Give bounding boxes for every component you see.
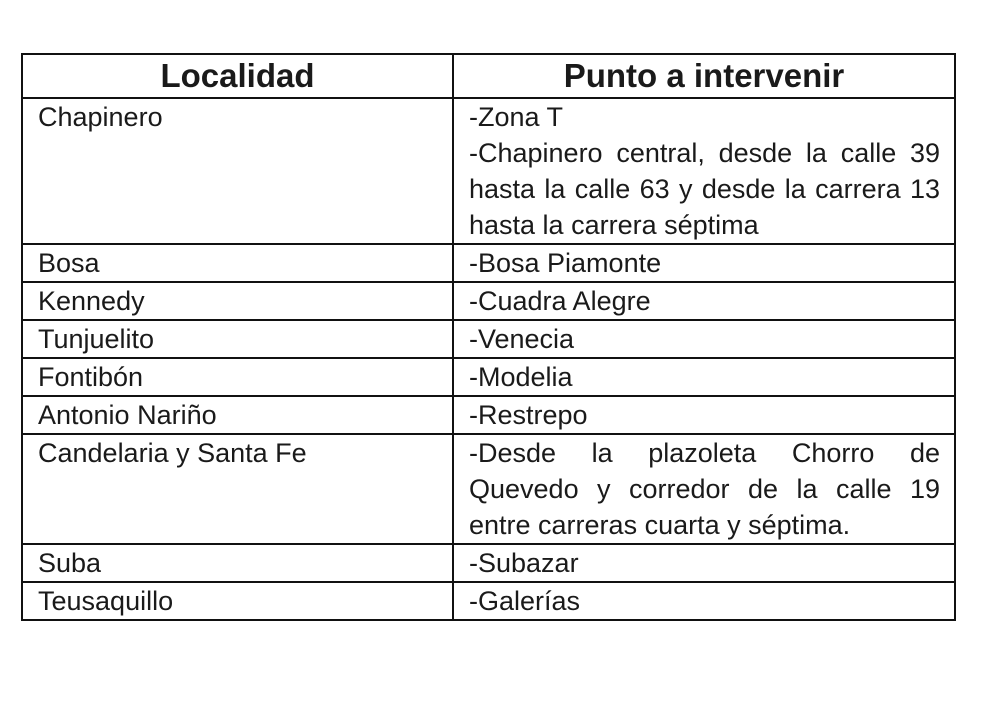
punto-cell: -Bosa Piamonte xyxy=(453,244,955,282)
localidad-cell: Suba xyxy=(22,544,453,582)
localidad-cell: Chapinero xyxy=(22,98,453,244)
punto-cell: -Subazar xyxy=(453,544,955,582)
table-row xyxy=(22,98,955,244)
punto-cell: -Modelia xyxy=(453,358,955,396)
table-row xyxy=(22,434,955,544)
table-row xyxy=(22,244,955,282)
localidad-cell: Kennedy xyxy=(22,282,453,320)
header-localidad: Localidad xyxy=(22,54,453,98)
table-row xyxy=(22,320,955,358)
header-punto-a-intervenir: Punto a intervenir xyxy=(453,54,955,98)
punto-cell: -Restrepo xyxy=(453,396,955,434)
table-row xyxy=(22,582,955,620)
localidad-cell: Tunjuelito xyxy=(22,320,453,358)
localidad-cell: Fontibón xyxy=(22,358,453,396)
punto-item: -Zona T xyxy=(469,102,564,132)
punto-cell: -Galerías xyxy=(453,582,955,620)
localidades-table xyxy=(21,53,956,621)
table-row xyxy=(22,358,955,396)
localidad-cell: Candelaria y Santa Fe xyxy=(22,434,453,544)
localidad-cell: Bosa xyxy=(22,244,453,282)
localidad-cell: Antonio Nariño xyxy=(22,396,453,434)
punto-cell: -Venecia xyxy=(453,320,955,358)
localidad-cell: Teusaquillo xyxy=(22,582,453,620)
table-row xyxy=(22,282,955,320)
punto-cell: -Cuadra Alegre xyxy=(453,282,955,320)
table-row xyxy=(22,396,955,434)
punto-item: -Chapinero central, desde la calle 39 hasta la calle 63 y desde la carrera 13 hasta la carrera séptima xyxy=(469,138,940,240)
header-row xyxy=(22,54,955,98)
punto-cell xyxy=(453,98,955,244)
punto-cell: -Desde la plazoleta Chorro de Quevedo y corredor de la calle 19 entre carreras cuarta y séptima. xyxy=(453,434,955,544)
table-row xyxy=(22,544,955,582)
